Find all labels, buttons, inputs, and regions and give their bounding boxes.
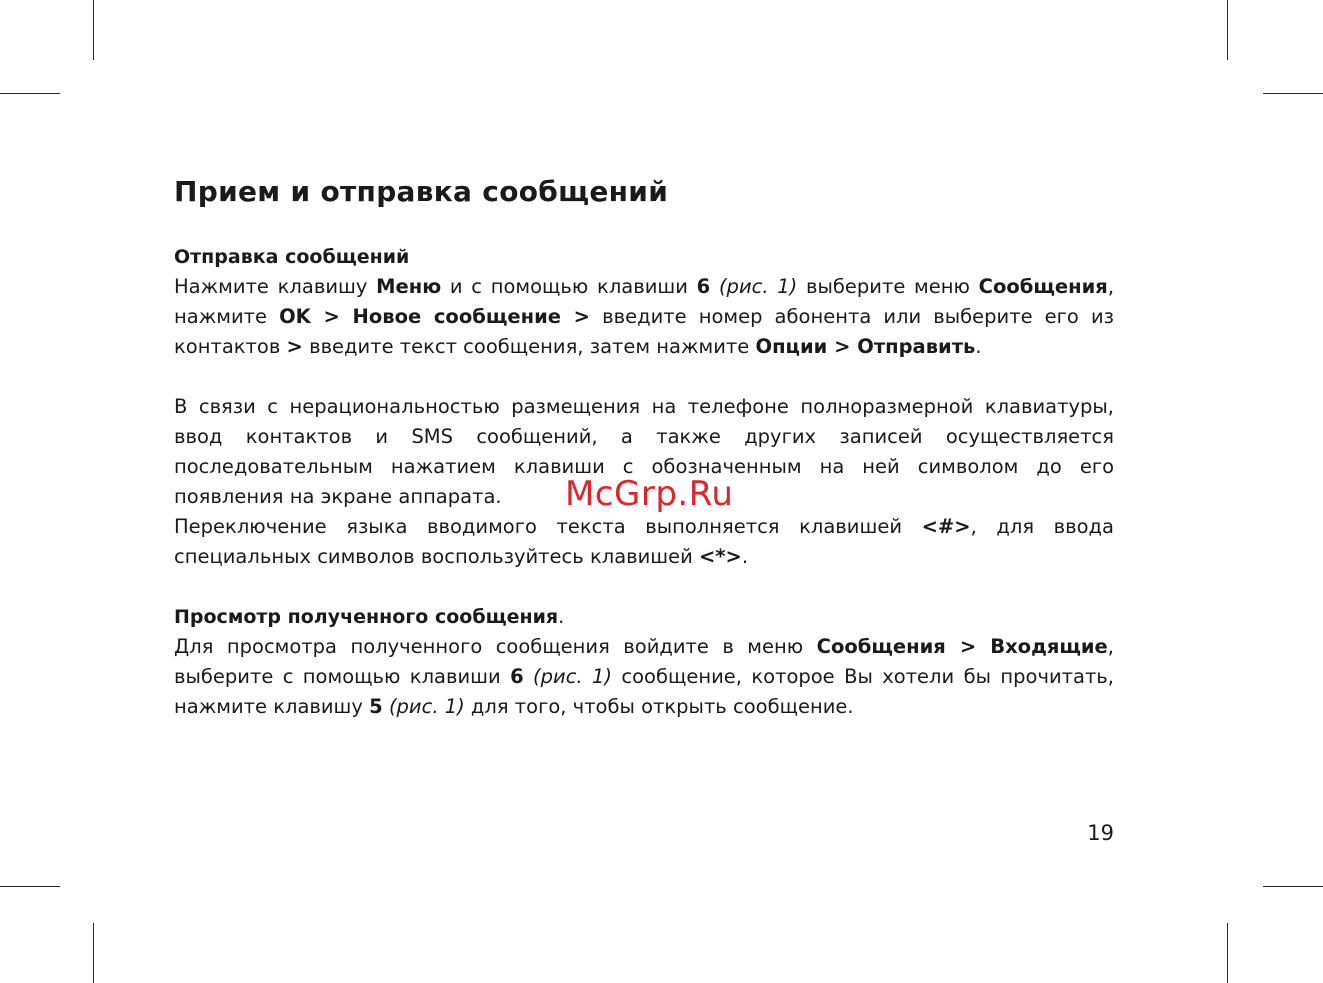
text-run: введите номер абонента или выберите его из контактов bbox=[174, 305, 1114, 358]
key-label: 6 bbox=[696, 275, 711, 298]
text-run: для того, чтобы открыть сообщение. bbox=[464, 695, 854, 718]
text-run: введите текст сообщения, затем нажмите bbox=[302, 335, 756, 358]
paragraph-viewing-instructions bbox=[174, 632, 1114, 722]
crop-mark-right-bottom bbox=[1263, 886, 1323, 887]
text-run: и с помощью клавиши bbox=[441, 275, 697, 298]
text-run: , для ввода специальных символов воспользуйтесь клавишей bbox=[174, 515, 1114, 568]
text-run bbox=[710, 275, 719, 298]
paragraph-sending-instructions bbox=[174, 272, 1114, 362]
crop-mark-left-bottom bbox=[0, 886, 60, 887]
key-label: <#> bbox=[921, 515, 971, 538]
text-run: Переключение языка вводимого текста выполняется клавишей bbox=[174, 515, 922, 538]
key-label: <*> bbox=[699, 545, 742, 568]
text-run: . bbox=[741, 545, 749, 568]
watermark: McGrp.Ru bbox=[565, 474, 734, 514]
figure-reference: (рис. 1) bbox=[533, 665, 613, 688]
text-run: выберите меню bbox=[797, 275, 979, 298]
crop-mark-bottom-left bbox=[93, 923, 94, 983]
heading-period: . bbox=[558, 605, 565, 628]
section-heading-viewing: Просмотр полученного сообщения bbox=[174, 606, 559, 628]
text-run: сообщение, которое Вы хотели бы прочитать, нажмите клавишу bbox=[174, 665, 1114, 718]
text-run: . bbox=[975, 335, 982, 358]
section-sending bbox=[174, 242, 1114, 572]
crop-mark-top-right bbox=[1227, 0, 1228, 60]
menu-path-label: Сообщения > Входящие bbox=[816, 635, 1108, 658]
key-label: 6 bbox=[510, 665, 524, 688]
text-run: Нажмите клавишу bbox=[174, 275, 377, 298]
section-heading-line bbox=[174, 602, 1114, 632]
crop-mark-left-top bbox=[0, 93, 60, 94]
text-run: , выберите с помощью клавиши bbox=[174, 635, 1114, 688]
menu-path-separator: > bbox=[286, 335, 303, 358]
menu-key-label: Меню bbox=[376, 275, 442, 298]
figure-reference: (рис. 1) bbox=[388, 695, 465, 718]
text-run: Для просмотра полученного сообщения войдите в меню bbox=[174, 635, 817, 658]
crop-mark-top-left bbox=[93, 0, 94, 60]
section-heading-sending: Отправка сообщений bbox=[174, 246, 410, 268]
menu-path-label: Опции > Отправить bbox=[755, 335, 976, 358]
text-run bbox=[524, 665, 533, 688]
manual-page bbox=[174, 170, 1114, 722]
text-run: , нажмите bbox=[174, 275, 1115, 328]
crop-mark-right-top bbox=[1263, 93, 1323, 94]
section-heading-line bbox=[174, 242, 1114, 272]
menu-path-label: Сообщения bbox=[978, 275, 1108, 298]
page-number: 19 bbox=[1087, 821, 1114, 845]
paragraph-keyboard-input: В связи с нерациональностью размещения на телефоне полноразмерной клавиатуры, ввод контактов и SMS сообщений, а также других записей осуществляется последовательным нажатием клавиши с обозначенным на ней символом до его появления на экране аппарата. bbox=[174, 395, 1114, 508]
paragraph-language-switch bbox=[174, 512, 1114, 572]
menu-path-label: OK > Новое сообщение > bbox=[279, 305, 591, 328]
figure-reference: (рис. 1) bbox=[718, 275, 798, 298]
crop-mark-bottom-right bbox=[1227, 923, 1228, 983]
section-viewing bbox=[174, 602, 1114, 722]
key-label: 5 bbox=[369, 695, 383, 718]
page-title: Прием и отправка сообщений bbox=[174, 175, 669, 208]
